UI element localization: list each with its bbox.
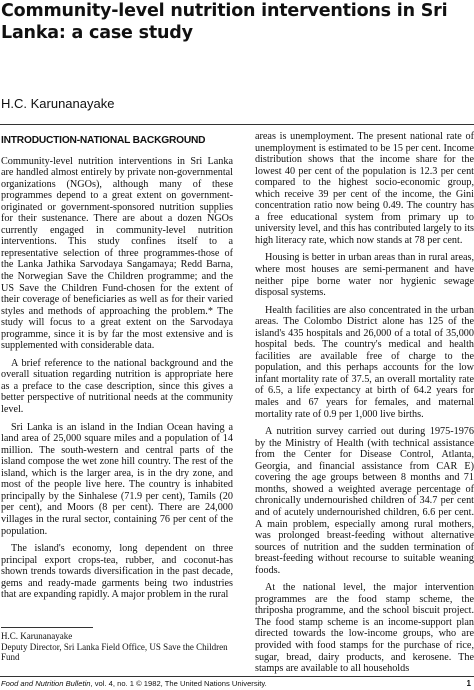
author-name: H.C. Karunanayake <box>1 96 115 111</box>
journal-name: Food and Nutrition Bulletin <box>1 679 91 688</box>
page-number: 1 <box>466 679 471 688</box>
paragraph: Sri Lanka is an island in the Indian Ocean having a land area of 25,000 square miles and a population of 14 million. The south-western and central parts of the island compose the wet zone hill country. The rest of the island, which is the larger area, is in the dry zone, and most of the people live here. The country is inhabited principally by the Sinhalese (71.9 per cent), Tamils (20 per cent), and Moors (8 per cent). There are 24,000 villages in the rural sector, containing 76 per cent of the population. <box>1 421 233 537</box>
paragraph: Community-level nutrition interventions in Sri Lanka are handled almost entirely by private non-governmental organizations (NGOs), although many of these programmes depend to a great extent on government-originated or government-sponsored nutrition supplies for their sustenance. There are about a dozen NGOs currently engaged in community-level nutrition interventions. This study confines itself to a representative selection of three programmes-those of the Lanka Jathika Sarvodaya Sangamaya; Redd Barna, the Norwegian Save the Children programme; and the US Save the Children Fund-chosen for the extent of their coverage of beneficiaries as well as for their varied styles and methods of approaching the problem.* The study will focus to a great extent on the Sarvodaya programme, since it is by far the most extensive and is supplemented with considerable data. <box>1 155 233 352</box>
journal-citation: , vol. 4, no. 1 © 1982, The United Nations University. <box>90 679 267 688</box>
paragraph: A nutrition survey carried out during 1975-1976 by the Ministry of Health (with technical assistance from the Center for Disease Control, Atlanta, Georgia, and financial assistance from CAR E) covering the age groups between 8 months and 71 months, showed a weighted average percentage of chronically undernourished children of 34.7 per cent and of acutely undernourished children, 6.6 per cent. A main problem, especially among rural mothers, was prolonged breast-feeding without alternative sources of nutrition and the sudden termination of breast-feeding without recourse to suitable weaning foods. <box>255 426 474 576</box>
right-column <box>255 131 474 681</box>
paragraph: Housing is better in urban areas than in rural areas, where most houses are semi-permanent and have neither pipe borne water nor hygienic sewage disposal systems. <box>255 252 474 299</box>
footnote-affiliation: Deputy Director, Sri Lanka Field Office, US Save the Children Fund <box>1 641 228 662</box>
paragraph: The island's economy, long dependent on three principal export crops-tea, rubber, and coconut-has shown trends towards diversification in the past decade, gems and ready-made garments being two industries that are expanding rapidly. A major problem in the rural <box>1 543 233 601</box>
paragraph: areas is unemployment. The present national rate of unemployment is estimated to be 15 per cent. Income distribution shows that the income share for the lowest 40 per cent of the population is 12.3 per cent compared to the highest socio-economic group, which receive 39 per cent of the income, the Gini concentration ratio now being 0.49. The country has a free educational system from primary up to university level, and this has contributed largely to its high literacy rate, which now stands at 78 per cent. <box>255 131 474 246</box>
page-footer <box>1 679 473 688</box>
left-column <box>1 135 233 627</box>
footer-divider <box>0 676 474 677</box>
footnotes <box>1 631 233 663</box>
header-divider <box>0 124 474 125</box>
footnote-divider <box>1 627 93 628</box>
paragraph: Health facilities are also concentrated in the urban areas. The Colombo District alone has 125 of the island's 435 hospitals and 26,000 of a total of 35,000 hospital beds. The country's medical and health facilities are available free of charge to the population, and this perhaps accounts for the low infant mortality rate of 37.5, an overall mortality rate of 6.5, a life expectancy at birth of 64.2 years for males and 67 years for females, and maternal mortality rate of 0.9 per 1,000 live births. <box>255 304 474 420</box>
footnote-author: H.C. Karunanayake <box>1 631 73 641</box>
paragraph: At the national level, the major intervention programmes are the food stamp scheme, the thriposha programme, and the school biscuit project. The food stamp scheme is an income-support plan directed towards the low-income groups, who are provided with food stamps for the purchase of rice, sugar, bread, dairy products, and kerosene. The stamps are available to all households <box>255 582 474 675</box>
article-title: Community-level nutrition interventions in Sri Lanka: a case study <box>1 1 448 43</box>
paragraph: A brief reference to the national background and the overall situation regarding nutrition is appropriate here as a preface to the case description, since this gives a better perspective of nutritional needs at the community level. <box>1 357 233 416</box>
section-heading: INTRODUCTION-NATIONAL BACKGROUND <box>1 135 206 146</box>
